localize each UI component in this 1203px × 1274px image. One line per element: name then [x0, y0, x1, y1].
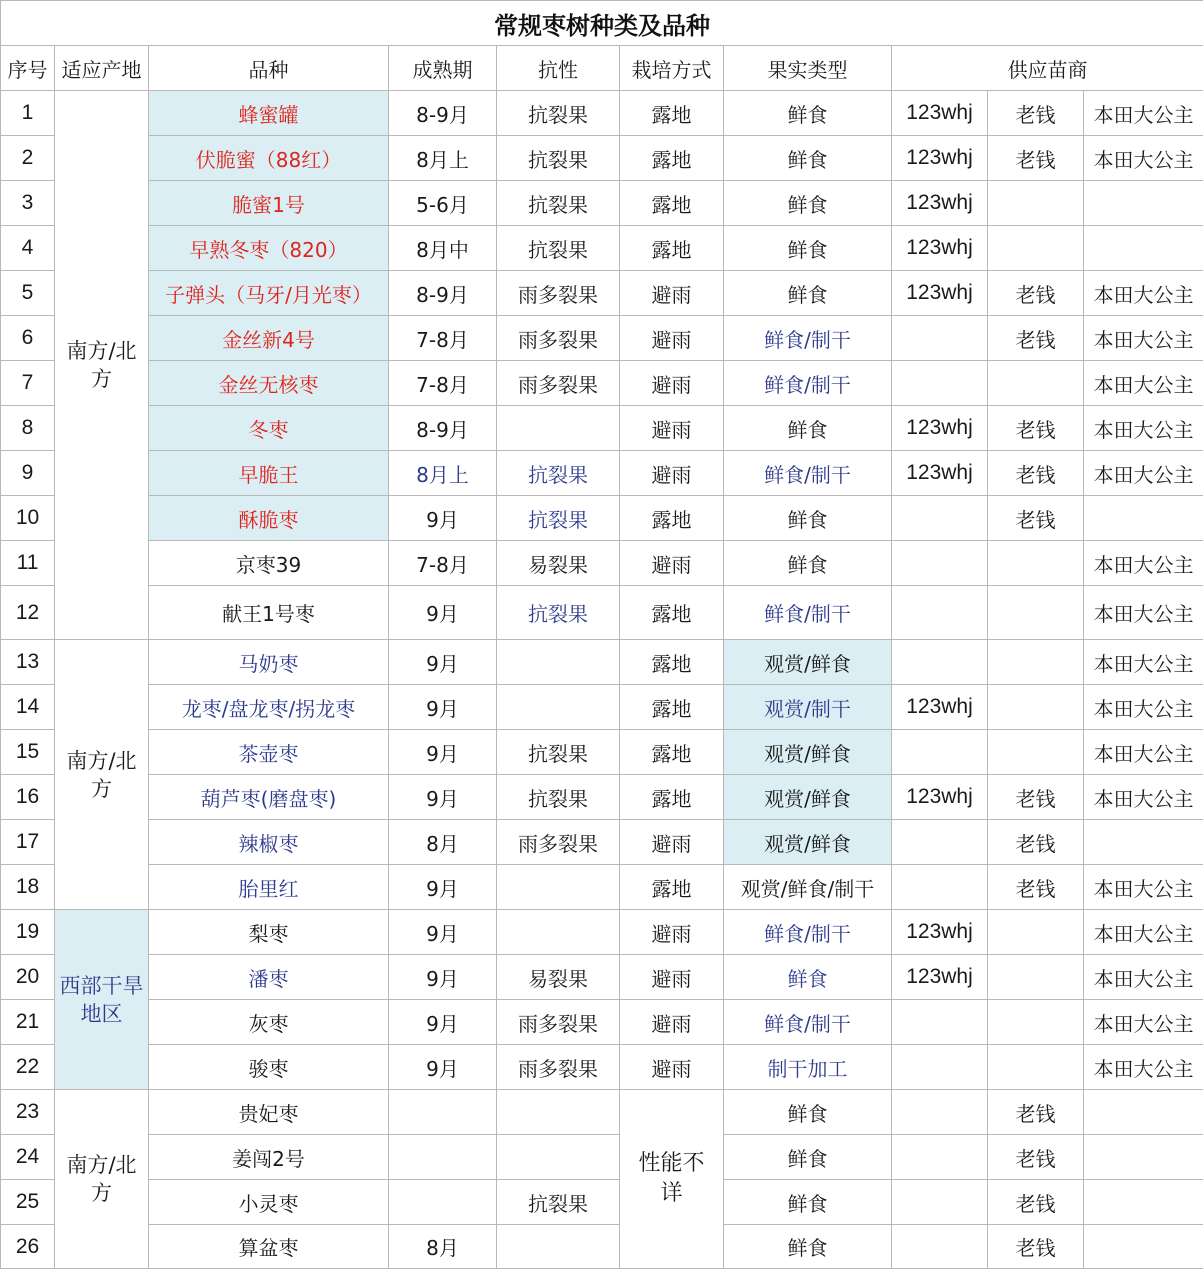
supplier-3-cell: 本田大公主	[1084, 451, 1203, 496]
cultivation-cell: 露地	[620, 136, 724, 181]
fruit-type-cell: 鲜食	[724, 1090, 892, 1135]
fruit-type-cell: 鲜食/制干	[724, 1000, 892, 1045]
supplier-2-cell: 老钱	[988, 1225, 1084, 1269]
resistance-cell	[497, 406, 620, 451]
row-number: 19	[1, 910, 55, 955]
table-row	[1, 865, 1203, 910]
resistance-cell: 抗裂果	[497, 586, 620, 640]
supplier-2-cell: 老钱	[988, 316, 1084, 361]
table-title: 常规枣树种类及品种	[1, 1, 1203, 46]
supplier-3-cell	[1084, 820, 1203, 865]
supplier-1-cell: 123whj	[892, 685, 988, 730]
supplier-1-cell	[892, 496, 988, 541]
supplier-2-cell	[988, 730, 1084, 775]
fruit-type-cell: 鲜食	[724, 1135, 892, 1180]
resistance-cell: 抗裂果	[497, 451, 620, 496]
resistance-cell: 抗裂果	[497, 91, 620, 136]
mature-cell: 9月	[389, 865, 497, 910]
row-number: 25	[1, 1180, 55, 1225]
supplier-1-cell	[892, 865, 988, 910]
resistance-cell: 雨多裂果	[497, 1000, 620, 1045]
supplier-1-cell	[892, 640, 988, 685]
row-number: 4	[1, 226, 55, 271]
header-variety: 品种	[149, 46, 389, 91]
resistance-cell	[497, 1225, 620, 1269]
table-row	[1, 775, 1203, 820]
supplier-1-cell	[892, 1090, 988, 1135]
table-row	[1, 730, 1203, 775]
supplier-3-cell: 本田大公主	[1084, 910, 1203, 955]
mature-cell: 8-9月	[389, 271, 497, 316]
cultivation-cell: 避雨	[620, 541, 724, 586]
mature-cell: 7-8月	[389, 316, 497, 361]
table-row	[1, 406, 1203, 451]
row-number: 3	[1, 181, 55, 226]
supplier-2-cell: 老钱	[988, 1090, 1084, 1135]
mature-cell: 9月	[389, 640, 497, 685]
variety-cell: 潘枣	[149, 955, 389, 1000]
supplier-1-cell: 123whj	[892, 271, 988, 316]
mature-cell: 7-8月	[389, 361, 497, 406]
variety-cell: 脆蜜1号	[149, 181, 389, 226]
resistance-cell: 雨多裂果	[497, 361, 620, 406]
resistance-cell: 抗裂果	[497, 136, 620, 181]
fruit-type-cell: 观赏/鲜食	[724, 730, 892, 775]
mature-cell: 9月	[389, 1045, 497, 1090]
supplier-1-cell: 123whj	[892, 226, 988, 271]
cultivation-cell: 避雨	[620, 820, 724, 865]
row-number: 11	[1, 541, 55, 586]
table-row	[1, 955, 1203, 1000]
resistance-cell: 雨多裂果	[497, 1045, 620, 1090]
cultivation-unknown-note: 性能不详	[620, 1090, 724, 1269]
cultivation-cell: 露地	[620, 586, 724, 640]
variety-cell: 蜂蜜罐	[149, 91, 389, 136]
variety-cell: 骏枣	[149, 1045, 389, 1090]
supplier-3-cell	[1084, 496, 1203, 541]
fruit-type-cell: 鲜食/制干	[724, 316, 892, 361]
supplier-2-cell: 老钱	[988, 136, 1084, 181]
supplier-1-cell	[892, 1135, 988, 1180]
table-row	[1, 316, 1203, 361]
table-row	[1, 1180, 1203, 1225]
table-row	[1, 361, 1203, 406]
supplier-2-cell	[988, 226, 1084, 271]
table-row	[1, 181, 1203, 226]
variety-cell: 辣椒枣	[149, 820, 389, 865]
supplier-3-cell: 本田大公主	[1084, 955, 1203, 1000]
resistance-cell	[497, 640, 620, 685]
fruit-type-cell: 观赏/鲜食	[724, 820, 892, 865]
supplier-3-cell	[1084, 1090, 1203, 1135]
supplier-1-cell	[892, 820, 988, 865]
supplier-1-cell	[892, 361, 988, 406]
table-row	[1, 541, 1203, 586]
variety-cell: 灰枣	[149, 1000, 389, 1045]
supplier-2-cell	[988, 586, 1084, 640]
cultivation-cell: 露地	[620, 640, 724, 685]
supplier-3-cell: 本田大公主	[1084, 91, 1203, 136]
mature-cell: 9月	[389, 496, 497, 541]
mature-cell: 5-6月	[389, 181, 497, 226]
resistance-cell: 抗裂果	[497, 226, 620, 271]
table-row	[1, 820, 1203, 865]
variety-cell: 子弹头（马牙/月光枣）	[149, 271, 389, 316]
supplier-3-cell: 本田大公主	[1084, 586, 1203, 640]
resistance-cell: 抗裂果	[497, 496, 620, 541]
supplier-3-cell: 本田大公主	[1084, 316, 1203, 361]
resistance-cell: 抗裂果	[497, 181, 620, 226]
table-row	[1, 1045, 1203, 1090]
fruit-type-cell: 鲜食	[724, 955, 892, 1000]
resistance-cell: 抗裂果	[497, 775, 620, 820]
supplier-3-cell	[1084, 1180, 1203, 1225]
mature-cell: 9月	[389, 586, 497, 640]
resistance-cell: 易裂果	[497, 955, 620, 1000]
row-number: 22	[1, 1045, 55, 1090]
resistance-cell	[497, 865, 620, 910]
mature-cell: 7-8月	[389, 541, 497, 586]
supplier-2-cell	[988, 910, 1084, 955]
supplier-1-cell: 123whj	[892, 451, 988, 496]
cultivation-cell: 避雨	[620, 451, 724, 496]
header-region: 适应产地	[55, 46, 149, 91]
mature-cell: 8-9月	[389, 406, 497, 451]
cultivation-cell: 避雨	[620, 316, 724, 361]
variety-cell: 马奶枣	[149, 640, 389, 685]
table-row	[1, 226, 1203, 271]
cultivation-cell: 露地	[620, 775, 724, 820]
mature-cell: 9月	[389, 910, 497, 955]
fruit-type-cell: 观赏/鲜食	[724, 775, 892, 820]
row-number: 14	[1, 685, 55, 730]
fruit-type-cell: 鲜食/制干	[724, 586, 892, 640]
resistance-cell	[497, 1135, 620, 1180]
cultivation-cell: 露地	[620, 181, 724, 226]
supplier-3-cell: 本田大公主	[1084, 271, 1203, 316]
fruit-type-cell: 鲜食	[724, 1180, 892, 1225]
row-number: 23	[1, 1090, 55, 1135]
supplier-2-cell: 老钱	[988, 91, 1084, 136]
header-mature: 成熟期	[389, 46, 497, 91]
supplier-3-cell: 本田大公主	[1084, 1045, 1203, 1090]
mature-cell: 9月	[389, 685, 497, 730]
row-number: 9	[1, 451, 55, 496]
header-supplier: 供应苗商	[892, 46, 1203, 91]
supplier-2-cell	[988, 361, 1084, 406]
mature-cell: 8月	[389, 1225, 497, 1269]
supplier-2-cell: 老钱	[988, 271, 1084, 316]
row-number: 8	[1, 406, 55, 451]
supplier-2-cell	[988, 541, 1084, 586]
supplier-2-cell	[988, 1045, 1084, 1090]
supplier-2-cell: 老钱	[988, 1180, 1084, 1225]
supplier-1-cell: 123whj	[892, 181, 988, 226]
supplier-3-cell: 本田大公主	[1084, 730, 1203, 775]
table-row	[1, 1135, 1203, 1180]
supplier-2-cell	[988, 955, 1084, 1000]
header-fruit-type: 果实类型	[724, 46, 892, 91]
mature-cell: 9月	[389, 1000, 497, 1045]
table-row	[1, 586, 1203, 640]
fruit-type-cell: 鲜食	[724, 406, 892, 451]
mature-cell: 8月中	[389, 226, 497, 271]
row-number: 2	[1, 136, 55, 181]
supplier-3-cell: 本田大公主	[1084, 406, 1203, 451]
variety-cell: 算盆枣	[149, 1225, 389, 1269]
variety-cell: 伏脆蜜（88红）	[149, 136, 389, 181]
variety-cell: 金丝无核枣	[149, 361, 389, 406]
supplier-2-cell: 老钱	[988, 1135, 1084, 1180]
variety-cell: 酥脆枣	[149, 496, 389, 541]
resistance-cell: 抗裂果	[497, 730, 620, 775]
header-resistance: 抗性	[497, 46, 620, 91]
cultivation-cell: 露地	[620, 91, 724, 136]
table-row	[1, 1225, 1203, 1269]
row-number: 16	[1, 775, 55, 820]
fruit-type-cell: 鲜食/制干	[724, 361, 892, 406]
supplier-3-cell	[1084, 181, 1203, 226]
row-number: 18	[1, 865, 55, 910]
supplier-3-cell: 本田大公主	[1084, 685, 1203, 730]
variety-cell: 京枣39	[149, 541, 389, 586]
supplier-1-cell: 123whj	[892, 955, 988, 1000]
fruit-type-cell: 鲜食/制干	[724, 451, 892, 496]
supplier-3-cell: 本田大公主	[1084, 136, 1203, 181]
row-number: 15	[1, 730, 55, 775]
mature-cell: 8月	[389, 820, 497, 865]
mature-cell	[389, 1135, 497, 1180]
variety-cell: 龙枣/盘龙枣/拐龙枣	[149, 685, 389, 730]
supplier-2-cell: 老钱	[988, 451, 1084, 496]
mature-cell: 8月上	[389, 136, 497, 181]
fruit-type-cell: 鲜食	[724, 91, 892, 136]
variety-cell: 梨枣	[149, 910, 389, 955]
header-no: 序号	[1, 46, 55, 91]
resistance-cell: 雨多裂果	[497, 820, 620, 865]
supplier-1-cell	[892, 730, 988, 775]
header-row	[1, 46, 1203, 91]
cultivation-cell: 露地	[620, 865, 724, 910]
fruit-type-cell: 鲜食	[724, 136, 892, 181]
table-row	[1, 451, 1203, 496]
mature-cell: 9月	[389, 955, 497, 1000]
table-row	[1, 271, 1203, 316]
table-row	[1, 640, 1203, 685]
cultivation-cell: 避雨	[620, 361, 724, 406]
row-number: 17	[1, 820, 55, 865]
fruit-type-cell: 制干加工	[724, 1045, 892, 1090]
supplier-1-cell: 123whj	[892, 406, 988, 451]
supplier-3-cell: 本田大公主	[1084, 640, 1203, 685]
supplier-3-cell	[1084, 1225, 1203, 1269]
supplier-1-cell	[892, 541, 988, 586]
region-cell: 西部干旱地区	[55, 910, 149, 1090]
row-number: 21	[1, 1000, 55, 1045]
region-cell: 南方/北方	[55, 91, 149, 640]
supplier-1-cell: 123whj	[892, 136, 988, 181]
supplier-2-cell	[988, 685, 1084, 730]
cultivation-cell: 露地	[620, 226, 724, 271]
variety-cell: 贵妃枣	[149, 1090, 389, 1135]
mature-cell: 9月	[389, 775, 497, 820]
resistance-cell: 抗裂果	[497, 1180, 620, 1225]
fruit-type-cell: 鲜食	[724, 541, 892, 586]
mature-cell	[389, 1180, 497, 1225]
table-row	[1, 91, 1203, 136]
cultivation-cell: 露地	[620, 730, 724, 775]
fruit-type-cell: 鲜食	[724, 181, 892, 226]
variety-cell: 早脆王	[149, 451, 389, 496]
supplier-1-cell: 123whj	[892, 775, 988, 820]
mature-cell: 8月上	[389, 451, 497, 496]
cultivation-cell: 露地	[620, 685, 724, 730]
region-cell: 南方/北方	[55, 640, 149, 910]
resistance-cell: 雨多裂果	[497, 316, 620, 361]
row-number: 7	[1, 361, 55, 406]
fruit-type-cell: 鲜食	[724, 226, 892, 271]
supplier-2-cell: 老钱	[988, 820, 1084, 865]
supplier-1-cell	[892, 1045, 988, 1090]
supplier-2-cell	[988, 640, 1084, 685]
header-cultivation: 栽培方式	[620, 46, 724, 91]
variety-cell: 小灵枣	[149, 1180, 389, 1225]
resistance-cell	[497, 910, 620, 955]
fruit-type-cell: 鲜食	[724, 496, 892, 541]
supplier-1-cell	[892, 1180, 988, 1225]
row-number: 10	[1, 496, 55, 541]
supplier-2-cell: 老钱	[988, 775, 1084, 820]
supplier-2-cell	[988, 181, 1084, 226]
resistance-cell: 雨多裂果	[497, 271, 620, 316]
supplier-3-cell	[1084, 226, 1203, 271]
row-number: 26	[1, 1225, 55, 1269]
variety-cell: 献王1号枣	[149, 586, 389, 640]
supplier-2-cell	[988, 1000, 1084, 1045]
supplier-3-cell: 本田大公主	[1084, 541, 1203, 586]
supplier-3-cell: 本田大公主	[1084, 865, 1203, 910]
supplier-2-cell: 老钱	[988, 865, 1084, 910]
supplier-2-cell: 老钱	[988, 406, 1084, 451]
fruit-type-cell: 鲜食	[724, 1225, 892, 1269]
region-cell: 南方/北方	[55, 1090, 149, 1269]
row-number: 20	[1, 955, 55, 1000]
row-number: 6	[1, 316, 55, 361]
table-row	[1, 685, 1203, 730]
cultivation-cell: 避雨	[620, 406, 724, 451]
fruit-type-cell: 鲜食/制干	[724, 910, 892, 955]
variety-cell: 姜闯2号	[149, 1135, 389, 1180]
variety-cell: 早熟冬枣（820）	[149, 226, 389, 271]
table-row	[1, 910, 1203, 955]
table-row	[1, 496, 1203, 541]
table-row	[1, 1090, 1203, 1135]
fruit-type-cell: 鲜食	[724, 271, 892, 316]
row-number: 5	[1, 271, 55, 316]
resistance-cell	[497, 1090, 620, 1135]
supplier-1-cell	[892, 316, 988, 361]
fruit-type-cell: 观赏/鲜食/制干	[724, 865, 892, 910]
row-number: 13	[1, 640, 55, 685]
variety-cell: 胎里红	[149, 865, 389, 910]
resistance-cell	[497, 685, 620, 730]
supplier-1-cell	[892, 586, 988, 640]
mature-cell: 9月	[389, 730, 497, 775]
variety-cell: 冬枣	[149, 406, 389, 451]
supplier-3-cell: 本田大公主	[1084, 1000, 1203, 1045]
mature-cell	[389, 1090, 497, 1135]
supplier-3-cell: 本田大公主	[1084, 361, 1203, 406]
supplier-3-cell	[1084, 1135, 1203, 1180]
table-row	[1, 1000, 1203, 1045]
row-number: 12	[1, 586, 55, 640]
supplier-1-cell: 123whj	[892, 910, 988, 955]
supplier-1-cell	[892, 1000, 988, 1045]
fruit-type-cell: 观赏/鲜食	[724, 640, 892, 685]
cultivation-cell: 露地	[620, 496, 724, 541]
mature-cell: 8-9月	[389, 91, 497, 136]
row-number: 1	[1, 91, 55, 136]
cultivation-cell: 避雨	[620, 955, 724, 1000]
cultivation-cell: 避雨	[620, 1000, 724, 1045]
fruit-type-cell: 观赏/制干	[724, 685, 892, 730]
supplier-3-cell: 本田大公主	[1084, 775, 1203, 820]
cultivation-cell: 避雨	[620, 910, 724, 955]
variety-cell: 茶壶枣	[149, 730, 389, 775]
cultivation-cell: 避雨	[620, 271, 724, 316]
variety-cell: 金丝新4号	[149, 316, 389, 361]
variety-cell: 葫芦枣(磨盘枣)	[149, 775, 389, 820]
supplier-1-cell: 123whj	[892, 91, 988, 136]
supplier-1-cell	[892, 1225, 988, 1269]
resistance-cell: 易裂果	[497, 541, 620, 586]
row-number: 24	[1, 1135, 55, 1180]
supplier-2-cell: 老钱	[988, 496, 1084, 541]
cultivation-cell: 避雨	[620, 1045, 724, 1090]
table-row	[1, 136, 1203, 181]
